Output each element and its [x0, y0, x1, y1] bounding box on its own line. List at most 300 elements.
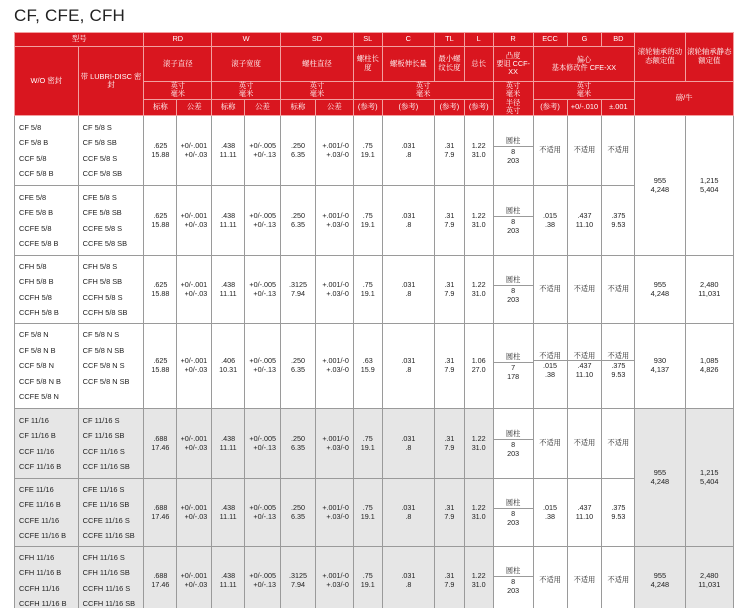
- l-value: [464, 116, 493, 186]
- w-nominal-value: 11.11: [219, 579, 237, 589]
- sd-tolerance-value: +.001/-0: [322, 279, 349, 289]
- rd-tolerance-value: +0/-.001: [180, 356, 208, 366]
- sl-value-value: 19.1: [360, 288, 375, 298]
- crown-radius: [494, 509, 533, 527]
- bd-value: [602, 439, 634, 448]
- part-number-lubri: CCF 11/16 SB: [82, 462, 130, 472]
- sl-value-value: 15.9: [360, 365, 375, 375]
- c-value-value: .8: [405, 442, 412, 452]
- crown-radius-value: 203: [507, 226, 520, 236]
- dynamic-load-value: 930: [653, 356, 667, 366]
- crown-type: 圆柱: [494, 206, 533, 217]
- header-slctl-unit: [353, 82, 493, 100]
- table-row: [15, 116, 734, 186]
- sd-tolerance-value: +.03/-0: [326, 579, 349, 589]
- c-value-value: .031: [401, 210, 416, 220]
- ecc-line: .38: [545, 511, 556, 521]
- dynamic-load-value: 955: [653, 175, 667, 185]
- sl-value: [353, 324, 382, 409]
- part-number-lubri: CCFE 11/16 SB: [82, 531, 135, 541]
- static-load-value: 1,215: [700, 175, 719, 185]
- g-cell: [567, 324, 602, 409]
- rd-tolerance-value: +0/-.03: [184, 365, 208, 375]
- bd-stack: [602, 504, 634, 521]
- c-value: [382, 409, 434, 479]
- w-tolerance-value: +0/-.13: [253, 442, 276, 452]
- w-nominal-value: 11.11: [219, 442, 237, 452]
- rd-tolerance: [177, 547, 212, 608]
- part-number-wo: CF 5/8 B: [19, 138, 49, 148]
- crown-radius: [494, 147, 533, 165]
- w-nominal-value: 10.31: [219, 365, 238, 375]
- tl-value-value: 7.9: [444, 219, 455, 229]
- part-number-wo: CF 11/16 B: [19, 431, 56, 441]
- header-ecc: ECC: [533, 33, 567, 47]
- sl-value-value: .75: [362, 210, 373, 220]
- tl-value-value: .31: [444, 140, 455, 150]
- bd-cell: [602, 186, 635, 256]
- sd-tolerance-value: +.03/-0: [326, 288, 349, 298]
- header-load-unit: 磅/牛: [635, 82, 734, 116]
- sd-nominal-value: .250: [290, 356, 305, 366]
- sd-tolerance: [315, 324, 353, 409]
- sl-value-value: .75: [362, 502, 373, 512]
- header-ref: (参考): [353, 99, 382, 115]
- ecc-line: .015: [543, 361, 558, 371]
- rd-tolerance-value: +0/-.03: [184, 579, 208, 589]
- rd-nominal-value: .625: [153, 210, 168, 220]
- c-value-value: .8: [405, 579, 412, 589]
- sl-value-value: 19.1: [360, 511, 375, 521]
- part-number-wo: CCFH 11/16: [19, 583, 60, 593]
- bd-stack: [602, 146, 634, 155]
- g-value: [568, 504, 602, 521]
- dynamic-load-value: 4,137: [650, 365, 670, 375]
- crown-stack: [494, 566, 533, 595]
- bd-stack: [602, 285, 634, 294]
- w-tolerance-value: +0/-.005: [249, 502, 276, 512]
- w-tolerance-value: +0/-.005: [249, 210, 276, 220]
- part-number-wo: CCF 11/16: [19, 446, 55, 456]
- g-cell: [567, 256, 602, 324]
- crown-type: 圆柱: [494, 566, 533, 577]
- ecc-cell: [533, 547, 567, 608]
- c-value-value: .8: [405, 219, 412, 229]
- g-stack: [568, 352, 602, 381]
- header-nominal: 标称: [212, 99, 245, 115]
- page-title: CF, CFE, CFH: [14, 6, 126, 25]
- tl-value-value: .31: [444, 433, 455, 443]
- w-nominal: [212, 116, 245, 186]
- part-number-lubri: CFH 5/8 S: [82, 261, 118, 271]
- w-nominal-value: 11.11: [219, 219, 237, 229]
- sd-nominal-value: .250: [290, 140, 305, 150]
- bd-value: [602, 146, 634, 155]
- table-row: [15, 256, 734, 324]
- crown-radius-value: 178: [507, 371, 520, 381]
- bd-line: 9.53: [611, 511, 626, 521]
- unit-inch: 英寸: [416, 81, 431, 91]
- part-number-wo: CFH 11/16: [19, 552, 55, 562]
- part-number-wo: CCF 5/8 N B: [19, 376, 61, 386]
- c-value-value: .031: [401, 570, 416, 580]
- sd-tolerance: [315, 186, 353, 256]
- crown-radius: [494, 577, 533, 595]
- header-sl-desc: 螺柱长度: [353, 47, 382, 82]
- w-tolerance-value: +0/-.005: [249, 570, 276, 580]
- l-value-value: 27.0: [471, 365, 486, 375]
- crown-radius-value: 203: [507, 586, 520, 596]
- crown-stack: [494, 352, 533, 381]
- part-wo-cell: [15, 116, 79, 186]
- crown-radius-value: 8: [511, 577, 516, 587]
- unit-inch: 英寸: [170, 81, 185, 91]
- part-number-wo: CCFH 5/8: [19, 292, 52, 302]
- header-nominal: 标称: [281, 99, 316, 115]
- rd-nominal: [144, 479, 177, 547]
- static-load-value: 5,404: [700, 476, 719, 486]
- rd-nominal-value: .625: [153, 279, 168, 289]
- part-lubri-cell: [78, 479, 144, 547]
- rd-tolerance-value: +0/-.001: [180, 570, 208, 580]
- row-dynamic-load: [635, 547, 685, 608]
- c-value: [382, 324, 434, 409]
- rd-nominal-value: 15.88: [151, 288, 170, 298]
- c-value: [382, 116, 434, 186]
- dynamic-load-value: 4,248: [650, 476, 670, 486]
- static-load-value: 11,031: [698, 579, 721, 589]
- tl-value: [435, 256, 465, 324]
- crown-type: 圆柱: [494, 352, 533, 363]
- header-l: L: [464, 33, 493, 47]
- table-row: [15, 479, 734, 547]
- header-r: R: [493, 33, 533, 47]
- unit-inch: 英寸: [238, 81, 254, 91]
- part-wo-cell: [15, 324, 79, 409]
- bd-na: 不适用: [607, 438, 630, 448]
- rd-tolerance: [177, 116, 212, 186]
- header-w-unit: [212, 82, 281, 100]
- part-wo-cell: [15, 479, 79, 547]
- rd-nominal: [144, 324, 177, 409]
- bd-cell: [602, 324, 635, 409]
- header-ref: (参考): [464, 99, 493, 115]
- w-nominal-value: .438: [221, 140, 236, 150]
- c-value-value: .8: [405, 149, 412, 159]
- crown-radius-value: 203: [507, 295, 520, 305]
- dynamic-load-value: 955: [653, 279, 667, 289]
- header-ref: (参考): [435, 99, 465, 115]
- ecc-cell: [533, 479, 567, 547]
- part-wo-cell: [15, 256, 79, 324]
- header-nominal: 标称: [144, 99, 177, 115]
- sl-value-value: 19.1: [360, 219, 375, 229]
- sd-nominal: [281, 409, 316, 479]
- bd-na: 不适用: [607, 575, 630, 585]
- unit-inch: 英寸: [576, 81, 592, 91]
- g-na: 不适用: [573, 438, 596, 448]
- c-value-value: .031: [401, 502, 416, 512]
- group1-static-load: [685, 116, 733, 256]
- part-lubri-cell: [78, 256, 144, 324]
- l-value-value: 1.22: [471, 279, 486, 289]
- bd-stack: [602, 576, 634, 585]
- tl-value: [435, 409, 465, 479]
- part-number-wo: CF 5/8 N: [19, 330, 49, 340]
- l-value-value: 1.06: [471, 356, 486, 366]
- dynamic-load-value: 4,248: [650, 288, 670, 298]
- bd-stack: [602, 352, 634, 381]
- tl-value-value: 7.9: [444, 288, 455, 298]
- part-number-lubri: CCFH 11/16 S: [82, 583, 131, 593]
- sd-tolerance: [315, 116, 353, 186]
- header-ecc-unit: [533, 82, 635, 100]
- sl-value: [353, 116, 382, 186]
- w-tolerance-value: +0/-.005: [249, 433, 276, 443]
- ecc-stack: [534, 285, 567, 294]
- w-tolerance-value: +0/-.13: [253, 219, 276, 229]
- part-number-lubri: CCFE 11/16 S: [82, 515, 130, 525]
- g-stack: [568, 146, 602, 155]
- w-tolerance-value: +0/-.005: [249, 279, 276, 289]
- header-rd: RD: [144, 33, 212, 47]
- rd-tolerance-value: +0/-.03: [184, 288, 208, 298]
- w-nominal-value: .438: [221, 433, 236, 443]
- part-number-lubri: CFE 11/16 S: [82, 484, 125, 494]
- sd-nominal-value: 7.94: [290, 288, 305, 298]
- w-tolerance: [245, 409, 281, 479]
- crown-cell: [493, 479, 533, 547]
- crown-radius: [494, 363, 533, 381]
- sd-nominal-value: 6.35: [290, 365, 305, 375]
- g-line: 11.10: [575, 369, 594, 379]
- w-nominal: [212, 479, 245, 547]
- part-number-lubri: CCF 5/8 N S: [82, 361, 125, 371]
- l-value-value: 31.0: [471, 219, 486, 229]
- g-value: [568, 352, 602, 361]
- tl-value: [435, 479, 465, 547]
- g-cell: [567, 479, 602, 547]
- rd-nominal-value: 17.46: [151, 511, 170, 521]
- bd-line: 9.53: [611, 369, 626, 379]
- c-value-value: .8: [405, 511, 412, 521]
- crown-stack: [494, 429, 533, 458]
- sd-tolerance: [315, 547, 353, 608]
- part-number-lubri: [83, 389, 144, 405]
- table-row: [15, 186, 734, 256]
- part-number-wo: CCF 5/8 N: [19, 361, 54, 371]
- rd-nominal-value: .688: [153, 570, 168, 580]
- part-number-lubri: CFH 11/16 S: [82, 552, 125, 562]
- l-value: [464, 409, 493, 479]
- bd-na: 不适用: [607, 350, 630, 360]
- part-number-wo: CF 5/8: [19, 122, 42, 132]
- bd-value: [602, 285, 634, 294]
- w-nominal: [212, 547, 245, 608]
- g-value: [568, 285, 602, 294]
- part-number-wo: CFE 5/8: [19, 192, 47, 202]
- header-wo-seal: W/O 密封: [15, 47, 79, 116]
- dynamic-load-value: 955: [653, 570, 667, 580]
- sd-tolerance-value: +.001/-0: [322, 433, 349, 443]
- crown-type: 圆柱: [494, 275, 533, 286]
- r-unit-1: 英寸: [505, 81, 521, 90]
- r-unit-3: 半径: [505, 97, 521, 107]
- ecc-value: [534, 504, 567, 521]
- sl-value: [353, 409, 382, 479]
- rd-nominal-value: 15.88: [151, 149, 170, 159]
- part-number-wo: CCFE 11/16: [19, 515, 60, 525]
- w-tolerance-value: +0/-.005: [249, 356, 276, 366]
- bd-line: .375: [611, 210, 626, 220]
- rd-tolerance-value: +0/-.03: [184, 442, 208, 452]
- ecc-value-2: [534, 360, 567, 380]
- r-unit-2: 毫米: [505, 89, 521, 99]
- header-ref: (参考): [533, 99, 567, 115]
- unit-mm: 毫米: [238, 89, 254, 99]
- sl-value-value: .75: [362, 433, 373, 443]
- row-static-load: [685, 256, 733, 324]
- unit-mm: 毫米: [309, 89, 325, 99]
- part-number-wo: CFE 11/16 B: [19, 500, 61, 510]
- ecc-stack: [534, 439, 567, 448]
- header-static-load: 滚轮轴承静态额定值: [685, 33, 733, 82]
- part-number-lubri: CCF 5/8 N SB: [82, 376, 130, 386]
- static-load-value: 11,031: [698, 288, 721, 298]
- part-number-wo: CCFE 5/8 N: [19, 392, 59, 402]
- header-g: G: [567, 33, 602, 47]
- part-number-lubri: CCFH 5/8 S: [82, 292, 123, 302]
- header-tolerance: 公差: [177, 99, 212, 115]
- l-value-value: 1.22: [471, 502, 486, 512]
- tl-value-value: 7.9: [444, 579, 455, 589]
- part-number-lubri: CF 5/8 N SB: [82, 345, 125, 355]
- bd-stack: [602, 439, 634, 448]
- header-model: 型号: [15, 33, 144, 47]
- crown-radius-value: 203: [507, 449, 520, 459]
- bd-value: [602, 576, 634, 585]
- header-c: C: [382, 33, 434, 47]
- c-value-value: .031: [401, 356, 416, 366]
- header-w: W: [212, 33, 281, 47]
- g-na: 不适用: [573, 145, 596, 155]
- sd-tolerance-value: +.03/-0: [326, 442, 349, 452]
- part-number-lubri: CCF 11/16 S: [82, 446, 125, 456]
- w-nominal: [212, 186, 245, 256]
- rd-nominal-value: 15.88: [151, 219, 170, 229]
- part-number-lubri: CFH 11/16 SB: [82, 568, 130, 578]
- part-number-wo: CF 5/8 N B: [19, 345, 56, 355]
- rd-tolerance-value: +0/-.001: [180, 140, 208, 150]
- g-na: 不适用: [573, 284, 596, 294]
- sl-value: [353, 479, 382, 547]
- crown-radius-value: 203: [507, 518, 520, 528]
- table-row: [15, 547, 734, 608]
- crown-radius-value: 7: [511, 362, 516, 372]
- part-lubri-cell: [78, 116, 144, 186]
- w-nominal-value: .438: [221, 210, 236, 220]
- sd-tolerance: [315, 256, 353, 324]
- rd-tolerance: [177, 324, 212, 409]
- w-tolerance: [245, 479, 281, 547]
- static-load-value: 1,085: [700, 356, 719, 366]
- sd-nominal-value: 6.35: [290, 511, 305, 521]
- crown-cell: [493, 116, 533, 186]
- rd-tolerance: [177, 186, 212, 256]
- header-sd: SD: [281, 33, 354, 47]
- sd-tolerance-value: +.03/-0: [326, 365, 349, 375]
- rd-nominal: [144, 409, 177, 479]
- sd-nominal: [281, 479, 316, 547]
- g-stack: [568, 504, 602, 521]
- header-r-desc-1: 凸度: [505, 50, 521, 60]
- ecc-line: .015: [543, 210, 558, 220]
- l-value-value: 31.0: [471, 149, 486, 159]
- w-tolerance-value: +0/-.13: [253, 288, 276, 298]
- rd-nominal-value: .625: [153, 140, 168, 150]
- g-na: 不适用: [573, 575, 596, 585]
- w-nominal-value: .438: [221, 502, 236, 512]
- header-ecc-desc: [533, 47, 635, 82]
- tl-value-value: 7.9: [444, 365, 455, 375]
- rd-tolerance-value: +0/-.001: [180, 279, 208, 289]
- part-number-lubri: CCF 5/8 S: [82, 153, 118, 163]
- tl-value-value: .31: [444, 502, 455, 512]
- tl-value-value: 7.9: [444, 149, 455, 159]
- w-nominal-value: .438: [221, 570, 236, 580]
- part-number-wo: CFE 11/16: [19, 484, 54, 494]
- tl-value-value: .31: [444, 210, 455, 220]
- w-tolerance: [245, 116, 281, 186]
- g-line: .437: [577, 502, 592, 512]
- g-stack: [568, 212, 602, 229]
- spec-table: [14, 32, 734, 608]
- sl-value-value: .75: [362, 140, 373, 150]
- c-value: [382, 186, 434, 256]
- crown-cell: [493, 256, 533, 324]
- g-line: 11.10: [575, 219, 594, 229]
- static-load-value: 4,826: [700, 365, 719, 375]
- bd-cell: [602, 256, 635, 324]
- rd-tolerance-value: +0/-.03: [184, 149, 208, 159]
- g-stack: [568, 285, 602, 294]
- group2-dynamic-load: [635, 409, 685, 547]
- header-c-desc: 螺板伸长量: [382, 47, 434, 82]
- bd-cell: [602, 116, 635, 186]
- g-cell: [567, 409, 602, 479]
- w-nominal-value: 11.11: [219, 149, 237, 159]
- part-wo-cell: [15, 186, 79, 256]
- part-number-lubri: CCFH 11/16 SB: [82, 599, 136, 608]
- sd-nominal-value: .250: [290, 433, 305, 443]
- ecc-line: .38: [545, 369, 556, 379]
- crown-cell: [493, 409, 533, 479]
- bd-value: [602, 504, 634, 521]
- sd-nominal-value: 6.35: [290, 442, 305, 452]
- part-number-wo: CFH 5/8 B: [19, 277, 54, 287]
- table-row: [15, 409, 734, 479]
- bd-cell: [602, 547, 635, 608]
- part-number-wo: CCF 5/8: [19, 153, 47, 163]
- g-na: 不适用: [573, 350, 596, 360]
- crown-stack: [494, 136, 533, 165]
- part-number-wo: CCFE 11/16 B: [19, 531, 67, 541]
- part-number-wo: CFH 5/8: [19, 261, 47, 271]
- crown-radius: [494, 217, 533, 235]
- rd-tolerance: [177, 409, 212, 479]
- rd-nominal-value: .688: [153, 433, 168, 443]
- header-l-desc: 总长: [464, 47, 493, 82]
